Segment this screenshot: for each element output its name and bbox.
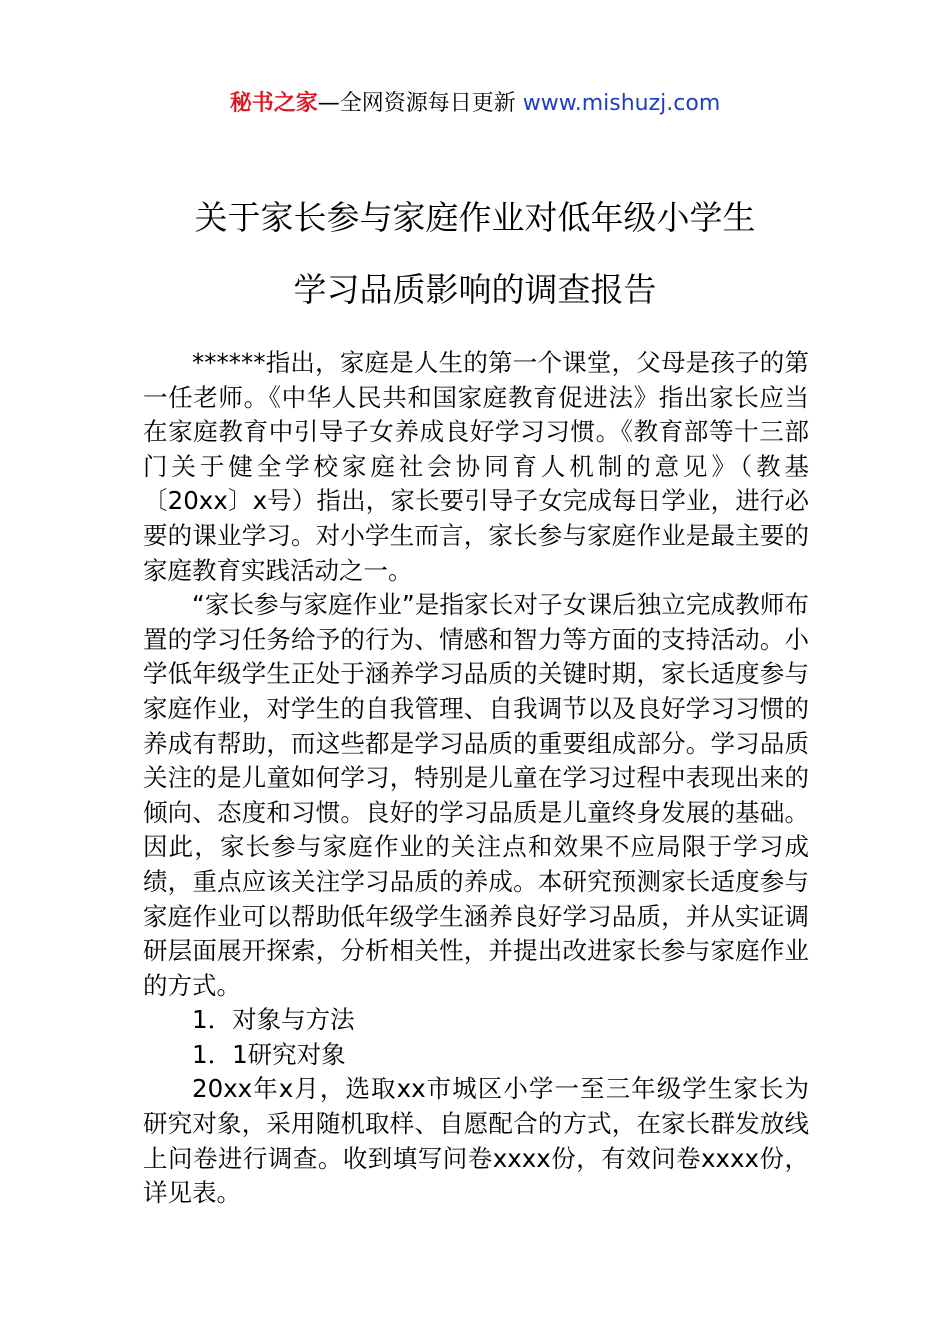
document-title — [0, 182, 950, 326]
section-heading: 1．对象与方法 — [192, 1005, 355, 1035]
site-brand: 秘书之家 — [229, 91, 318, 116]
document-body — [143, 346, 809, 1211]
site-header — [0, 86, 950, 122]
body-paragraph: ******指出，家庭是人生的第一个课堂，父母是孩子的第一任老师。《中华人民共和国家庭教育促进法》指出家长应当在家庭教育中引导子女养成良好学习习惯。《教育部等十三部门关于健全学校家庭社会协同育人机制的意见》（教基〔20xx〕x号）指出，家长要引导子女完成每日学业，进行必要的课业学习。对小学生而言，家长参与家庭作业是最主要的家庭教育实践活动之一。 — [143, 348, 809, 585]
title-line-1: 关于家长参与家庭作业对低年级小学生 — [194, 198, 756, 237]
title-line-2: 学习品质影响的调查报告 — [293, 270, 657, 309]
body-paragraph: 20xx年x月，选取xx市城区小学一至三年级学生家长为研究对象，采用随机取样、自愿配合的方式，在家长群发放线上问卷进行调查。收到填写问卷xxxx份，有效问卷xxxx份，详见表。 — [143, 1074, 809, 1208]
site-slogan: —全网资源每日更新 — [317, 91, 516, 116]
body-paragraph: “家长参与家庭作业”是指家长对子女课后独立完成教师布置的学习任务给予的行为、情感和智力等方面的支持活动。小学低年级学生正处于涵养学习品质的关键时期，家长适度参与家庭作业，对学生的自我管理、自我调节以及良好学习习惯的养成有帮助，而这些都是学习品质的重要组成部分。学习品质关注的是儿童如何学习，特别是儿童在学习过程中表现出来的倾向、态度和习惯。良好的学习品质是儿童终身发展的基础。因此，家长参与家庭作业的关注点和效果不应局限于学习成绩，重点应该关注学习品质的养成。本研究预测家长适度参与家庭作业可以帮助低年级学生涵养良好学习品质，并从实证调研层面展开探索，分析相关性，并提出改进家长参与家庭作业的方式。 — [143, 590, 809, 1000]
subsection-heading: 1．1研究对象 — [192, 1039, 346, 1069]
site-url-link[interactable]: www.mishuzj.com — [522, 91, 721, 116]
